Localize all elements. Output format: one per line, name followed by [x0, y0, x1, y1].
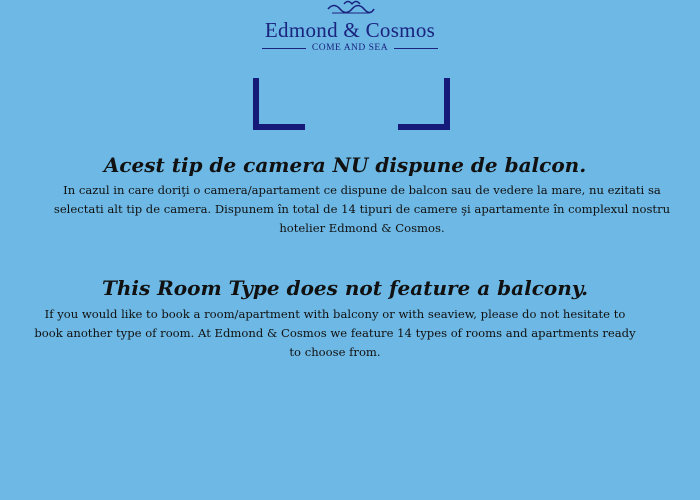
notice-title-en: This Room Type does not feature a balcony.: [101, 276, 589, 300]
divider: [262, 48, 306, 49]
frame-corner-left: [253, 78, 305, 130]
notice-body-en: If you would like to book a room/apartment with balcony or with seaview, please do not hesitate to book another type of room. At Edmond & Cosmos we feature 14 types of rooms and apartments ready to choose from.: [34, 307, 636, 359]
divider: [394, 48, 438, 49]
tagline-row: [0, 43, 700, 53]
frame-corner-right: [398, 78, 450, 130]
notice-title-ro: Acest tip de camera NU dispune de balcon.: [103, 153, 587, 177]
brand-name: Edmond & Cosmos: [264, 18, 436, 42]
notice-body-ro: In cazul in care doriţi o camera/apartament ce dispune de balcon sau de vedere la mare, nu ezitati sa selectati alt tip de camera. Dispunem în total de 14 tipuri de camere şi apartamente în complexul nostru hotelier Edmond & Cosmos.: [53, 183, 671, 235]
wave-logo-icon: [326, 0, 376, 16]
brand-tagline: COME AND SEA: [311, 43, 389, 53]
